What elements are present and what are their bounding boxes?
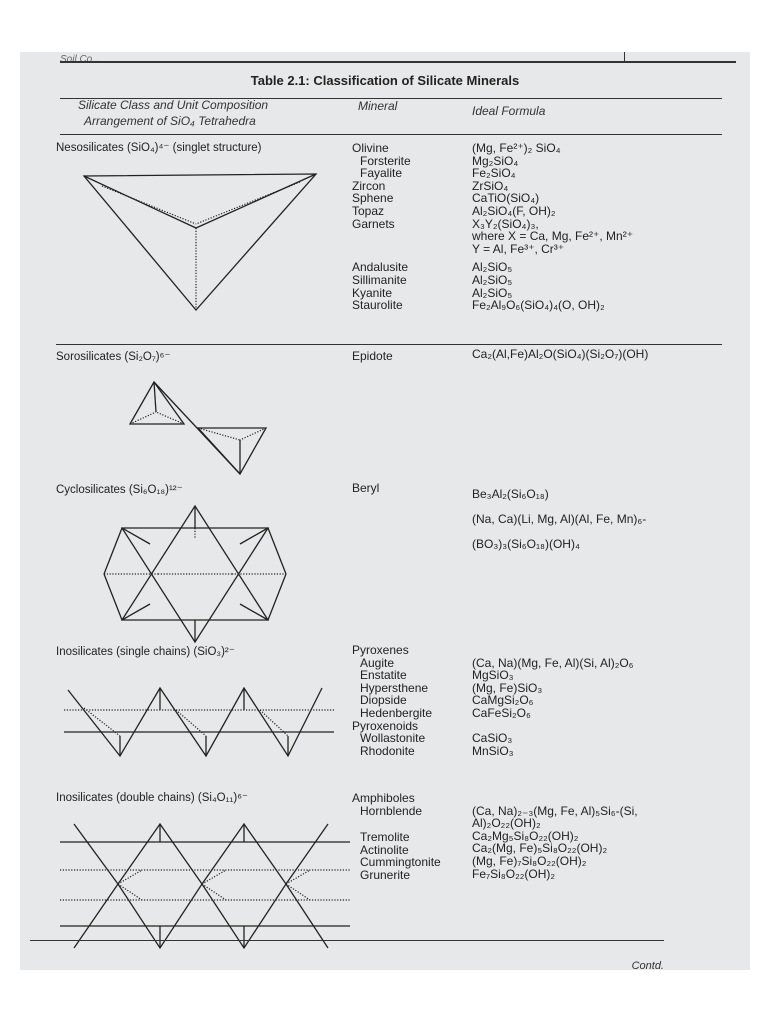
formulas-soro [472,348,648,361]
formula-item: CaFeSi₂O₆ [472,705,531,720]
formula-item: Al₂SiO₄(F, OH)₂ [472,203,556,218]
double-tetrahedron-diagram [128,378,278,478]
formula-item: X₃Y₂(SiO₄)₃, [472,216,539,231]
mineral-item: Pyroxenoids [352,718,419,733]
formulas-neso [472,142,633,312]
continued-note: Contd. [631,960,664,970]
mineral-item: Wollastonite [360,731,426,746]
formulas-ino-double [472,792,638,880]
formula-item: Mg₂SiO₄ [472,153,519,168]
mineral-item: Pyroxenes [352,643,409,657]
mineral-item [352,243,411,256]
mineral-item: Hedenbergite [360,705,433,720]
formula-item [472,792,638,805]
mineral-item: Fayalite [360,166,403,181]
mineral-item: Forsterite [360,153,411,168]
formula-item: Fe₂SiO₄ [472,166,516,181]
header-tick [624,52,625,62]
class-label-neso: Nesosilicates (SiO₄)⁴⁻ (singlet structure) [56,142,262,154]
formula-item: CaMgSi₂O₆ [472,693,534,708]
minerals-soro [352,350,393,363]
mineral-item: Olivine [352,141,389,155]
formula-item: (Na, Ca)(Li, Mg, Al)(Al, Fe, Mn)₆- [472,512,647,526]
formula-item: Y = Al, Fe³⁺, Cr³⁺ [472,241,565,256]
mineral-item: Topaz [352,203,385,218]
table-title: Table 2.1: Classification of Silicate Minerals [250,73,520,88]
running-head: Soil Co... [60,54,101,65]
rule-header-bottom [60,134,722,135]
class-label-ino-single: Inosilicates (single chains) (SiO₃)²⁻ [56,646,235,658]
formula-item: (Mg, Fe²⁺)₂ SiO₄ [472,141,561,155]
formula-item: (Ca, Na)₂₋₃(Mg, Fe, Al)₅Si₆-(Si, [472,803,638,818]
header-rule [60,61,736,63]
hexagonal-ring-diagram [100,504,290,644]
mineral-item: Diopside [360,693,407,708]
formula-item: Al)₂O₂₂(OH)₂ [472,816,541,831]
mineral-item: Garnets [352,216,395,231]
formula-item [472,644,634,657]
formula-item: (Mg, Fe)₇Si₈O₂₂(OH)₂ [472,853,587,868]
mineral-item: Cummingtonite [360,855,441,870]
formula-item: Fe₂Al₉O₆(SiO₄)₄(O, OH)₂ [472,298,605,313]
formula-item: MnSiO₃ [472,743,514,758]
formula-item: Ca₂Mg₅Si₈O₂₂(OH)₂ [472,828,579,843]
mineral-item: Zircon [352,178,386,193]
book-page [20,52,750,970]
mineral-item [352,230,411,243]
formula-item: Al₂SiO₅ [472,260,513,275]
formula-item: (Ca, Na)(Mg, Fe, Al)(Si, Al)₂O₆ [472,655,634,670]
formula-item: where X = Ca, Mg, Fe²⁺, Mn²⁺ [472,229,634,244]
mineral-item: Beryl [352,481,380,495]
formula-item: Al₂SiO₅ [472,272,513,287]
mineral-item: Sillimanite [352,272,407,287]
rule-neso-bottom [56,344,722,345]
minerals-cyclo [352,482,379,495]
mineral-item: Rhodonite [360,743,415,758]
mineral-item: Amphiboles [352,791,415,805]
formula-item: Al₂SiO₅ [472,285,513,300]
mineral-item: Augite [360,655,395,670]
formula-item: ZrSiO₄ [472,178,509,193]
formula-item: (Mg, Fe)SiO₃ [472,680,543,695]
mineral-item: Hypersthene [360,680,429,695]
double-chain-diagram [60,814,360,956]
formula-item: Ca₂(Mg, Fe)₅Si₈O₂₂(OH)₂ [472,841,608,856]
mineral-item: Hornblende [360,803,423,818]
class-label-cyclo: Cyclosilicates (Si₆O₁₈)¹²⁻ [56,484,183,496]
mineral-item: Staurolite [352,298,403,313]
mineral-item: Tremolite [360,830,410,845]
formula-item: Ca₂(Al,Fe)Al₂O(SiO₄)(Si₂O₇)(OH) [472,347,649,361]
rule-table-bottom [30,940,664,941]
minerals-ino-double [352,792,441,882]
mineral-item: Kyanite [352,285,393,300]
formula-item: Be₃Al₂(Si₆O₁₈) [472,487,549,501]
formulas-ino-single [472,644,634,757]
mineral-item: Actinolite [360,842,409,857]
minerals-neso [352,142,411,312]
mineral-item: Epidote [352,349,393,363]
formula-item: Fe₇Si₈O₂₂(OH)₂ [472,866,556,881]
mineral-item: Enstatite [360,668,407,683]
mineral-item: Sphene [352,191,394,206]
formula-item: CaSiO₃ [472,731,513,746]
col-head-class-2: Arrangement of SiO₄ Tetrahedra [84,114,256,128]
col-head-formula: Ideal Formula [472,104,546,118]
mineral-item: Grunerite [360,867,411,882]
col-head-class-1: Silicate Class and Unit Composition [78,98,269,112]
class-label-ino-double: Inosilicates (double chains) (Si₄O₁₁)⁶⁻ [56,792,248,804]
formulas-cyclo [472,482,646,557]
mineral-item: Andalusite [352,260,409,275]
formula-item: (BO₃)₃(Si₆O₁₈)(OH)₄ [472,537,580,551]
minerals-ino-single [352,644,432,757]
col-head-mineral: Mineral [358,99,398,113]
formula-item: CaTiO(SiO₄) [472,191,540,206]
mineral-item [352,817,441,831]
tetrahedron-singlet-diagram [80,170,320,320]
formula-item: MgSiO₃ [472,668,514,683]
single-chain-diagram [64,680,344,760]
class-label-soro: Sorosilicates (Si₂O₇)⁶⁻ [56,351,171,363]
